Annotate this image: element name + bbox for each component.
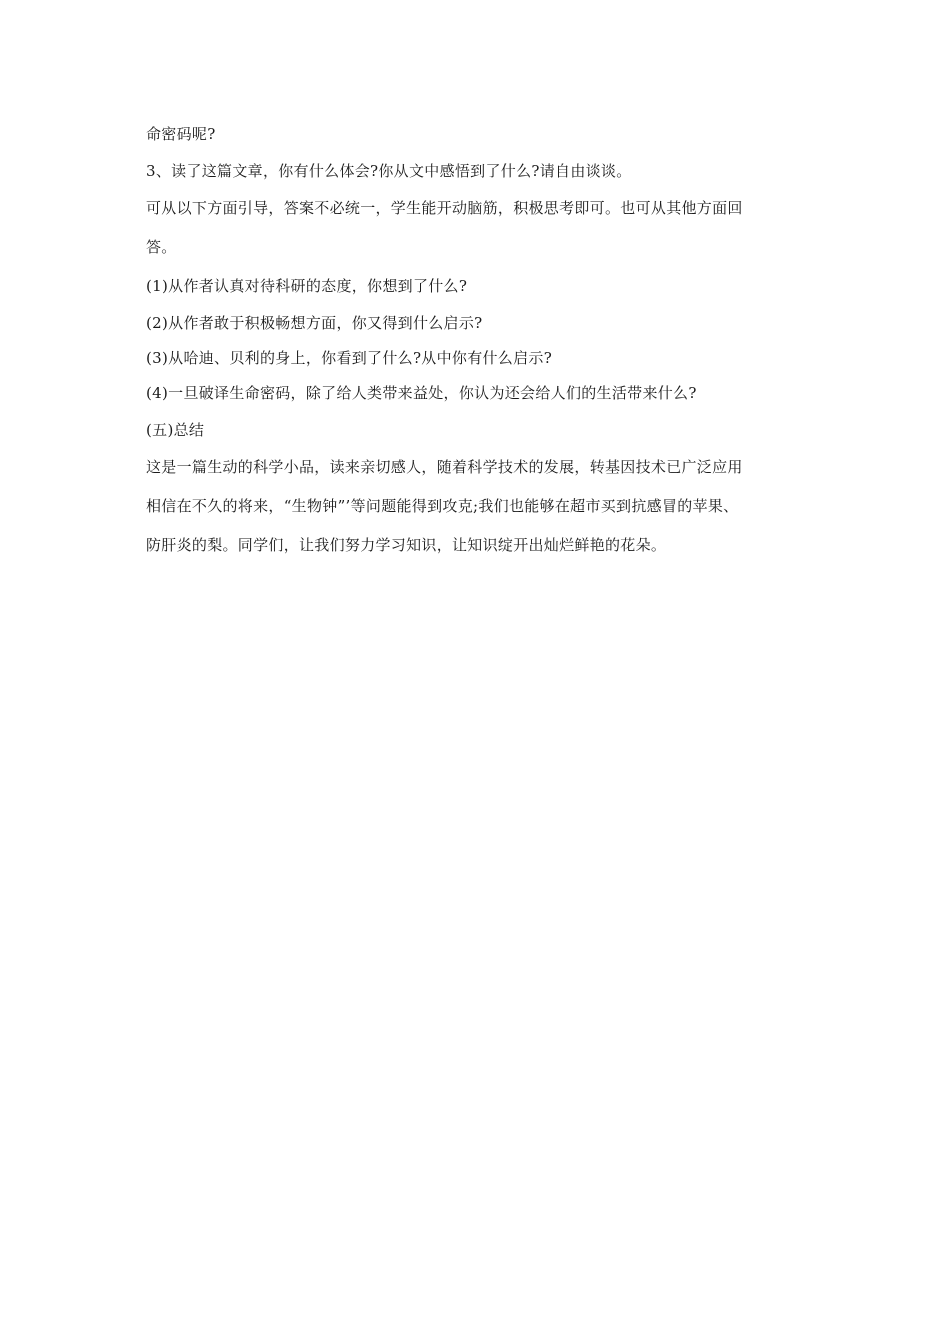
prompt-2: (2)从作者敢于积极畅想方面，你又得到什么启示? — [146, 314, 483, 332]
summary-paragraph-line-3: 防肝炎的梨。同学们，让我们努力学习知识，让知识绽开出灿烂鲜艳的花朵。 — [146, 536, 667, 554]
summary-paragraph-line-2: 相信在不久的将来，“生物钟”’等问题能得到攻克;我们也能够在超市买到抗感冒的苹果、 — [146, 497, 739, 515]
summary-paragraph-line-1: 这是一篇生动的科学小品，读来亲切感人，随着科学技术的发展，转基因技术已广泛应用 — [146, 458, 743, 476]
section-heading-summary: (五)总结 — [146, 421, 205, 439]
question-3: 3、读了这篇文章，你有什么体会?你从文中感悟到了什么?请自由谈谈。 — [146, 162, 632, 180]
prompt-4: (4)一旦破译生命密码，除了给人类带来益处，你认为还会给人们的生活带来什么? — [146, 384, 697, 402]
prompt-3: (3)从哈迪、贝利的身上，你看到了什么?从中你有什么启示? — [146, 349, 553, 367]
guidance-text-end: 答。 — [146, 238, 177, 256]
guidance-text: 可从以下方面引导，答案不必统一，学生能开动脑筋，积极思考即可。也可从其他方面回 — [146, 199, 743, 217]
text-line-continuation: 命密码呢? — [146, 125, 216, 143]
prompt-1: (1)从作者认真对待科研的态度，你想到了什么? — [146, 277, 468, 295]
